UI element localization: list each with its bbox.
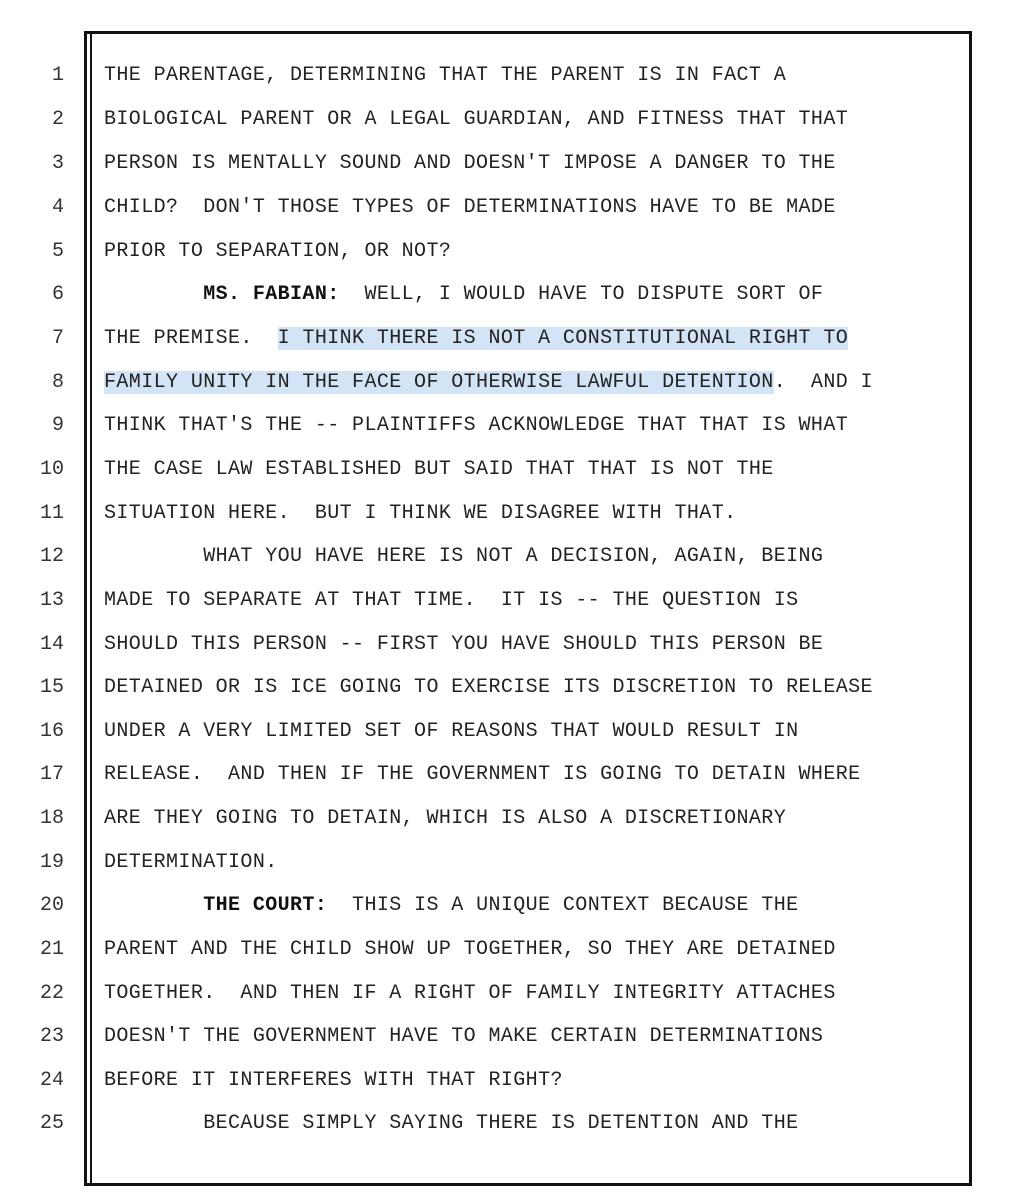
- line-number: 5: [51, 240, 64, 263]
- line-number: 2: [51, 108, 64, 131]
- transcript-line: [104, 327, 964, 351]
- line-number: 9: [51, 414, 64, 437]
- line-text: WELL, I WOULD HAVE TO DISPUTE SORT OF: [339, 283, 824, 306]
- border-bottom-rule: [84, 1183, 972, 1186]
- line-number: 1: [51, 64, 64, 87]
- transcript-line: RELEASE. AND THEN IF THE GOVERNMENT IS GOING TO DETAIN WHERE: [104, 763, 861, 786]
- line-number: 15: [39, 676, 64, 699]
- line-number: 22: [39, 982, 64, 1005]
- transcript-line: DOESN'T THE GOVERNMENT HAVE TO MAKE CERTAIN DETERMINATIONS: [104, 1025, 824, 1048]
- margin-rule-inner: [90, 32, 92, 1186]
- highlighted-text[interactable]: I THINK THERE IS NOT A CONSTITUTIONAL RIGHT TO: [277, 327, 849, 350]
- line-number: 7: [51, 327, 64, 350]
- line-number: 13: [39, 589, 64, 612]
- line-number: 10: [39, 458, 64, 481]
- transcript-line: [104, 371, 964, 395]
- highlighted-text[interactable]: FAMILY UNITY IN THE FACE OF OTHERWISE LAWFUL DETENTION: [104, 371, 774, 394]
- line-number: 4: [51, 196, 64, 219]
- line-number: 21: [39, 938, 64, 961]
- line-number: 8: [51, 371, 64, 394]
- transcript-line: BIOLOGICAL PARENT OR A LEGAL GUARDIAN, AND FITNESS THAT THAT: [104, 108, 849, 131]
- transcript-line: DETAINED OR IS ICE GOING TO EXERCISE ITS DISCRETION TO RELEASE: [104, 676, 873, 699]
- line-text: THIS IS A UNIQUE CONTEXT BECAUSE THE: [327, 894, 799, 917]
- line-number: 19: [39, 851, 64, 874]
- line-number: 12: [39, 545, 64, 568]
- transcript-line: MADE TO SEPARATE AT THAT TIME. IT IS -- THE QUESTION IS: [104, 589, 799, 612]
- border-right-rule: [969, 32, 972, 1186]
- line-number: 20: [39, 894, 64, 917]
- transcript-line: THE PARENTAGE, DETERMINING THAT THE PARENT IS IN FACT A: [104, 64, 787, 87]
- speaker-label: THE COURT:: [203, 894, 328, 917]
- transcript-line: TOGETHER. AND THEN IF A RIGHT OF FAMILY INTEGRITY ATTACHES: [104, 982, 836, 1005]
- line-text: . AND I: [773, 371, 873, 394]
- line-number: 23: [39, 1025, 64, 1048]
- line-text: THE PREMISE.: [104, 327, 278, 350]
- line-number: 3: [51, 152, 64, 175]
- border-top-rule: [84, 31, 972, 34]
- line-number: 16: [39, 720, 64, 743]
- transcript-line: PARENT AND THE CHILD SHOW UP TOGETHER, SO THEY ARE DETAINED: [104, 938, 836, 961]
- transcript-line: [104, 283, 964, 307]
- transcript-line: THINK THAT'S THE -- PLAINTIFFS ACKNOWLEDGE THAT THAT IS WHAT: [104, 414, 849, 437]
- transcript-line: WHAT YOU HAVE HERE IS NOT A DECISION, AGAIN, BEING: [104, 545, 824, 568]
- speaker-label: MS. FABIAN:: [203, 283, 340, 306]
- line-number: 17: [39, 763, 64, 786]
- line-number: 6: [51, 283, 64, 306]
- transcript-line: SHOULD THIS PERSON -- FIRST YOU HAVE SHOULD THIS PERSON BE: [104, 633, 824, 656]
- line-number: 14: [39, 633, 64, 656]
- transcript-line: BECAUSE SIMPLY SAYING THERE IS DETENTION AND THE: [104, 1112, 799, 1135]
- margin-rule-outer: [84, 32, 87, 1186]
- transcript-line: CHILD? DON'T THOSE TYPES OF DETERMINATIONS HAVE TO BE MADE: [104, 196, 836, 219]
- transcript-line: PRIOR TO SEPARATION, OR NOT?: [104, 240, 452, 263]
- line-number: 18: [39, 807, 64, 830]
- transcript-line: ARE THEY GOING TO DETAIN, WHICH IS ALSO A DISCRETIONARY: [104, 807, 787, 830]
- indent: [104, 894, 203, 917]
- transcript-line: [104, 894, 964, 918]
- transcript-line: UNDER A VERY LIMITED SET OF REASONS THAT WOULD RESULT IN: [104, 720, 799, 743]
- transcript-line: THE CASE LAW ESTABLISHED BUT SAID THAT THAT IS NOT THE: [104, 458, 774, 481]
- transcript-line: SITUATION HERE. BUT I THINK WE DISAGREE WITH THAT.: [104, 502, 737, 525]
- transcript-line: PERSON IS MENTALLY SOUND AND DOESN'T IMPOSE A DANGER TO THE: [104, 152, 836, 175]
- line-number: 24: [39, 1069, 64, 1092]
- indent: [104, 283, 203, 306]
- transcript-line: BEFORE IT INTERFERES WITH THAT RIGHT?: [104, 1069, 563, 1092]
- transcript-line: DETERMINATION.: [104, 851, 278, 874]
- line-number: 25: [39, 1112, 64, 1135]
- line-number: 11: [39, 502, 64, 525]
